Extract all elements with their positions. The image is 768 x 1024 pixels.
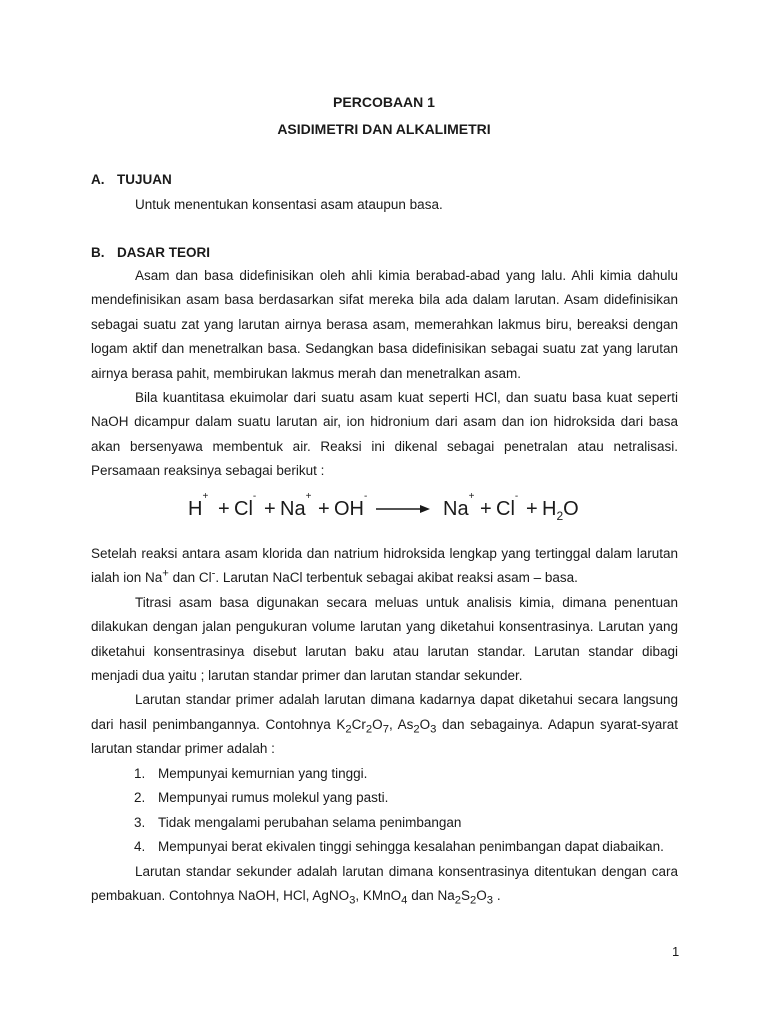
- document-title: PERCOBAAN 1: [333, 94, 435, 110]
- section-b-label: DASAR TEORI: [117, 245, 211, 260]
- equation-plus: +: [480, 498, 492, 520]
- equation-plus: +: [318, 498, 330, 520]
- equation-plus: +: [526, 498, 538, 520]
- theory-text-final: [91, 860, 678, 909]
- section-b-heading: [91, 245, 210, 260]
- theory-text-bottom: [91, 542, 678, 762]
- section-a-number: A.: [91, 172, 105, 187]
- paragraph-1: Asam dan basa didefinisikan oleh ahli kimia berabad-abad yang lalu. Ahli kimia dahulu mendefinisikan asam basa berdasarkan sifat mereka bila ada dalam larutan. Asam didefinisikan sebagai suatu zat yang larutan airnya berasa asam, memerahkan lakmus biru, bereaksi dengan logam aktif dan menetralkan basa. Sedangkan basa didefinisikan sebagai suatu zat yang larutan airnya berasa pahit, membirukan lakmus merah dan menetralkan asam.: [91, 268, 678, 381]
- equation-cl-ion: Cl-: [234, 491, 257, 520]
- theory-text-top: [91, 264, 678, 484]
- section-a-label: TUJUAN: [117, 172, 172, 187]
- list-item: 2. Mempunyai rumus molekul yang pasti.: [134, 790, 389, 806]
- list-item: 1. Mempunyai kemurnian yang tinggi.: [134, 766, 368, 781]
- section-b-number: B.: [91, 245, 105, 260]
- section-a-text: Untuk menentukan konsentasi asam ataupun basa.: [135, 197, 443, 212]
- page-number: 1: [672, 944, 680, 959]
- equation-cl-ion-product: Cl-: [496, 491, 519, 520]
- equation-oh-ion: OH-: [334, 491, 368, 520]
- equation-plus: +: [218, 498, 230, 520]
- paragraph-2: Bila kuantitasa ekuimolar dari suatu asam kuat seperti HCl, dan suatu basa kuat seperti NaOH dicampur dalam suatu larutan air, ion hidronium dari asam dan ion hidroksida dari basa akan bersenyawa membentuk air. Reaksi ini dikenal sebagai penetralan atau netralisasi. Persamaan reaksinya sebagai berikut :: [91, 390, 678, 479]
- paragraph-5: Larutan standar primer adalah larutan dimana kadarnya dapat diketahui secara langsung dari hasil penimbangannya. Contohnya $K_2Cr_2O_7$, $As_2O_3$ dan sebagainya. Adapun syarat-syarat larutan standar primer adalah :: [91, 692, 679, 757]
- reaction-arrow-icon: [376, 502, 430, 516]
- paragraph-3: Setelah reaksi antara asam klorida dan natrium hidroksida lengkap yang tertinggal dalam larutan ialah ion Na+ dan Cl-. Larutan NaCl terbentuk sebagai akibat reaksi asam – basa.: [91, 546, 678, 586]
- paragraph-4: Titrasi asam basa digunakan secara meluas untuk analisis kimia, dimana penentuan dilakukan dengan jalan pengukuran volume larutan yang diketahui konsentrasinya. Larutan yang diketahui konsentrasinya disebut larutan baku atau larutan standar. Larutan standar dibagi menjadi dua yaitu ; larutan standar primer dan larutan standar sekunder.: [91, 594, 678, 684]
- document-subtitle: ASIDIMETRI DAN ALKALIMETRI: [277, 121, 491, 137]
- equation-water: $H_2O$: [542, 498, 579, 523]
- reaction-equation: [0, 491, 768, 528]
- list-item: 3. Tidak mengalami perubahan selama penimbangan: [134, 814, 462, 830]
- paragraph-6: Larutan standar sekunder adalah larutan dimana konsentrasinya ditentukan dengan cara pembakuan. Contohnya NaOH, HCl, AgNO$_3$, KMnO$_4$ dan $Na_2S_2O_3$ .: [91, 864, 678, 908]
- equation-h-ion: H+: [188, 491, 209, 520]
- equation-na-ion-product: Na+: [443, 491, 475, 520]
- section-a-heading: [91, 172, 172, 187]
- requirements-list: [134, 762, 679, 860]
- equation-plus: +: [264, 498, 276, 520]
- equation-na-ion: Na+: [280, 491, 312, 520]
- list-item: 4. Mempunyai berat ekivalen tinggi sehingga kesalahan penimbangan dapat diabaikan.: [134, 839, 664, 855]
